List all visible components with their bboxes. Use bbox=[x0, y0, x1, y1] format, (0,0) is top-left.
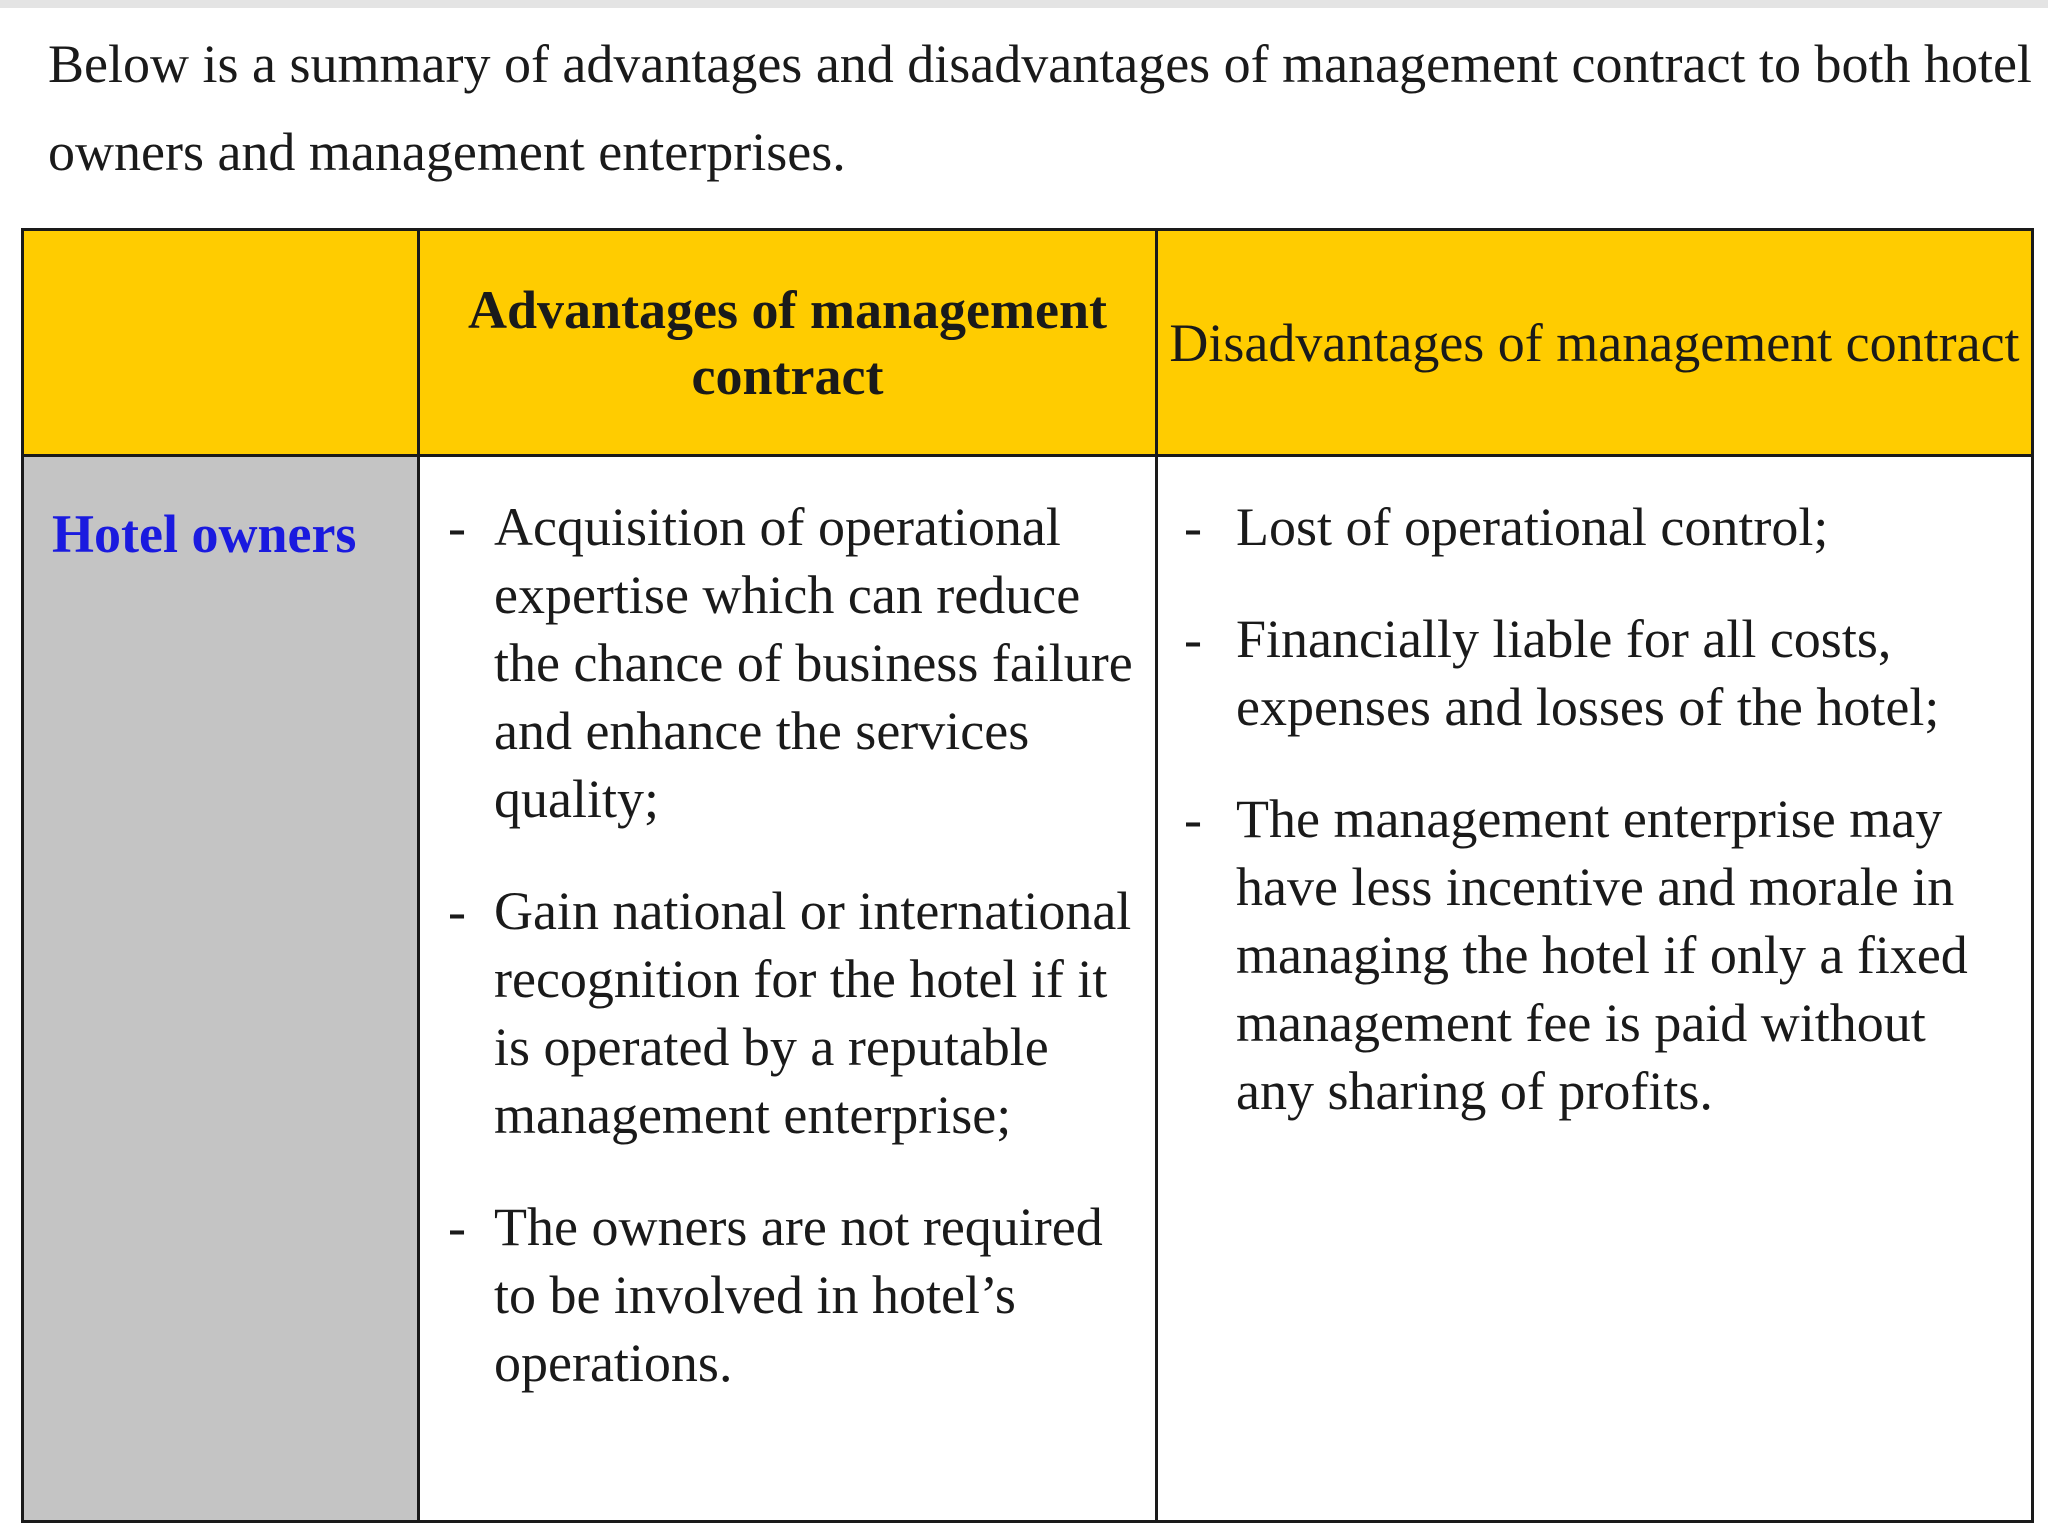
list-item-text: The management enterprise may have less incentive and morale in managing the hotel if only a fixed management fee is paid without any sharing of profits. bbox=[1236, 789, 1968, 1121]
table-row bbox=[23, 456, 2033, 1522]
summary-table bbox=[21, 228, 2034, 1523]
header-disadvantages: Disadvantages of management contract bbox=[1157, 230, 2033, 456]
header-corner-cell bbox=[23, 230, 419, 456]
list-item bbox=[1158, 785, 2015, 1125]
bullet-dash: - bbox=[1184, 497, 1202, 557]
disadvantages-cell bbox=[1157, 456, 2033, 1522]
list-item bbox=[1158, 493, 2015, 561]
bullet-dash: - bbox=[448, 881, 466, 941]
list-item bbox=[420, 1193, 1135, 1397]
list-item bbox=[420, 877, 1135, 1149]
advantages-cell bbox=[419, 456, 1157, 1522]
top-band bbox=[0, 0, 2048, 8]
bullet-dash: - bbox=[448, 1197, 466, 1257]
disadvantages-list bbox=[1158, 493, 2015, 1125]
list-item bbox=[1158, 605, 2015, 741]
table-header-row bbox=[23, 230, 2033, 456]
list-item-text: Lost of operational control; bbox=[1236, 497, 1829, 557]
list-item-text: Acquisition of operational expertise which can reduce the chance of business failure and enhance the services quality; bbox=[494, 497, 1133, 829]
row-label-cell bbox=[23, 456, 419, 1522]
bullet-dash: - bbox=[1184, 789, 1202, 849]
list-item-text: Gain national or international recognition for the hotel if it is operated by a reputable management enterprise; bbox=[494, 881, 1132, 1145]
list-item-text: Financially liable for all costs, expenses and losses of the hotel; bbox=[1236, 609, 1940, 737]
bullet-dash: - bbox=[1184, 609, 1202, 669]
header-advantages: Advantages of management contract bbox=[419, 230, 1157, 456]
list-item-text: The owners are not required to be involved in hotel’s operations. bbox=[494, 1197, 1103, 1393]
bullet-dash: - bbox=[448, 497, 466, 557]
intro-paragraph: Below is a summary of advantages and disadvantages of management contract to both hotel owners and management enterprises. bbox=[48, 34, 2032, 182]
row-label-hotel-owners: Hotel owners bbox=[52, 504, 357, 564]
advantages-list bbox=[420, 493, 1135, 1397]
list-item bbox=[420, 493, 1135, 833]
